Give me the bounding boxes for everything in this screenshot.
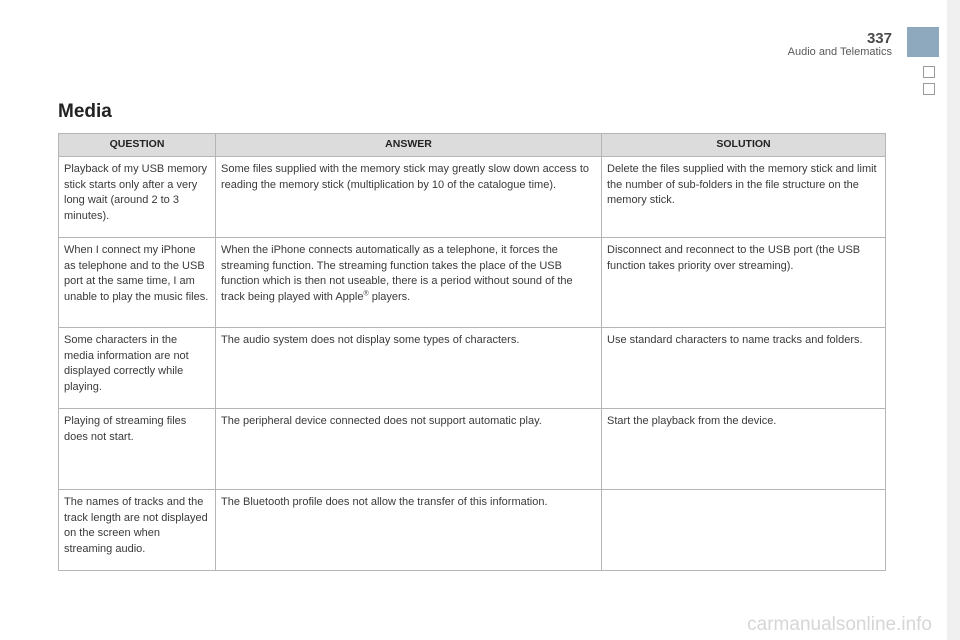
answer-cell: The audio system does not display some types of characters.	[216, 328, 602, 409]
watermark: carmanualsonline.info	[747, 614, 932, 635]
question-cell: Playback of my USB memory stick starts only after a very long wait (around 2 to 3 minutes).	[59, 157, 216, 238]
solution-cell: Start the playback from the device.	[602, 409, 886, 490]
column-header-solution: SOLUTION	[602, 134, 886, 157]
answer-cell: The peripheral device connected does not support automatic play.	[216, 409, 602, 490]
question-cell: When I connect my iPhone as telephone and to the USB port at the same time, I am unable to play the music files.	[59, 238, 216, 328]
table-row	[59, 490, 886, 571]
question-cell: Playing of streaming files does not start.	[59, 409, 216, 490]
chapter-box-icon	[923, 83, 935, 95]
answer-cell	[216, 238, 602, 328]
faq-table	[58, 133, 886, 571]
section-tab-marker	[907, 27, 939, 57]
answer-cell: Some files supplied with the memory stick may greatly slow down access to reading the memory stick (multiplication by 10 of the catalogue time).	[216, 157, 602, 238]
solution-cell: Disconnect and reconnect to the USB port (the USB function takes priority over streaming).	[602, 238, 886, 328]
solution-cell: Delete the files supplied with the memory stick and limit the number of sub-folders in the file structure on the memory stick.	[602, 157, 886, 238]
column-header-answer: ANSWER	[216, 134, 602, 157]
solution-cell: Use standard characters to name tracks and folders.	[602, 328, 886, 409]
answer-text: When the iPhone connects automatically as a telephone, it forces the streaming function. The streaming function takes the place of the USB function which is then not useable, there is a period without sound of the track being played with Apple	[221, 244, 573, 303]
question-cell: Some characters in the media information are not displayed correctly while playing.	[59, 328, 216, 409]
page-title: Media	[58, 101, 112, 122]
table-row	[59, 409, 886, 490]
table-row	[59, 328, 886, 409]
table-header-row	[59, 134, 886, 157]
solution-cell	[602, 490, 886, 571]
page-number: 337	[866, 30, 892, 47]
answer-text-end: players.	[368, 290, 411, 303]
table-row	[59, 157, 886, 238]
section-title: Audio and Telematics	[787, 46, 892, 58]
table-row	[59, 238, 886, 328]
question-cell: The names of tracks and the track length are not displayed on the screen when streaming audio.	[59, 490, 216, 571]
answer-cell: The Bluetooth profile does not allow the transfer of this information.	[216, 490, 602, 571]
chapter-box-icon	[923, 66, 935, 78]
registered-mark: ®	[363, 289, 369, 297]
column-header-question: QUESTION	[59, 134, 216, 157]
page-edge-strip	[947, 0, 960, 640]
